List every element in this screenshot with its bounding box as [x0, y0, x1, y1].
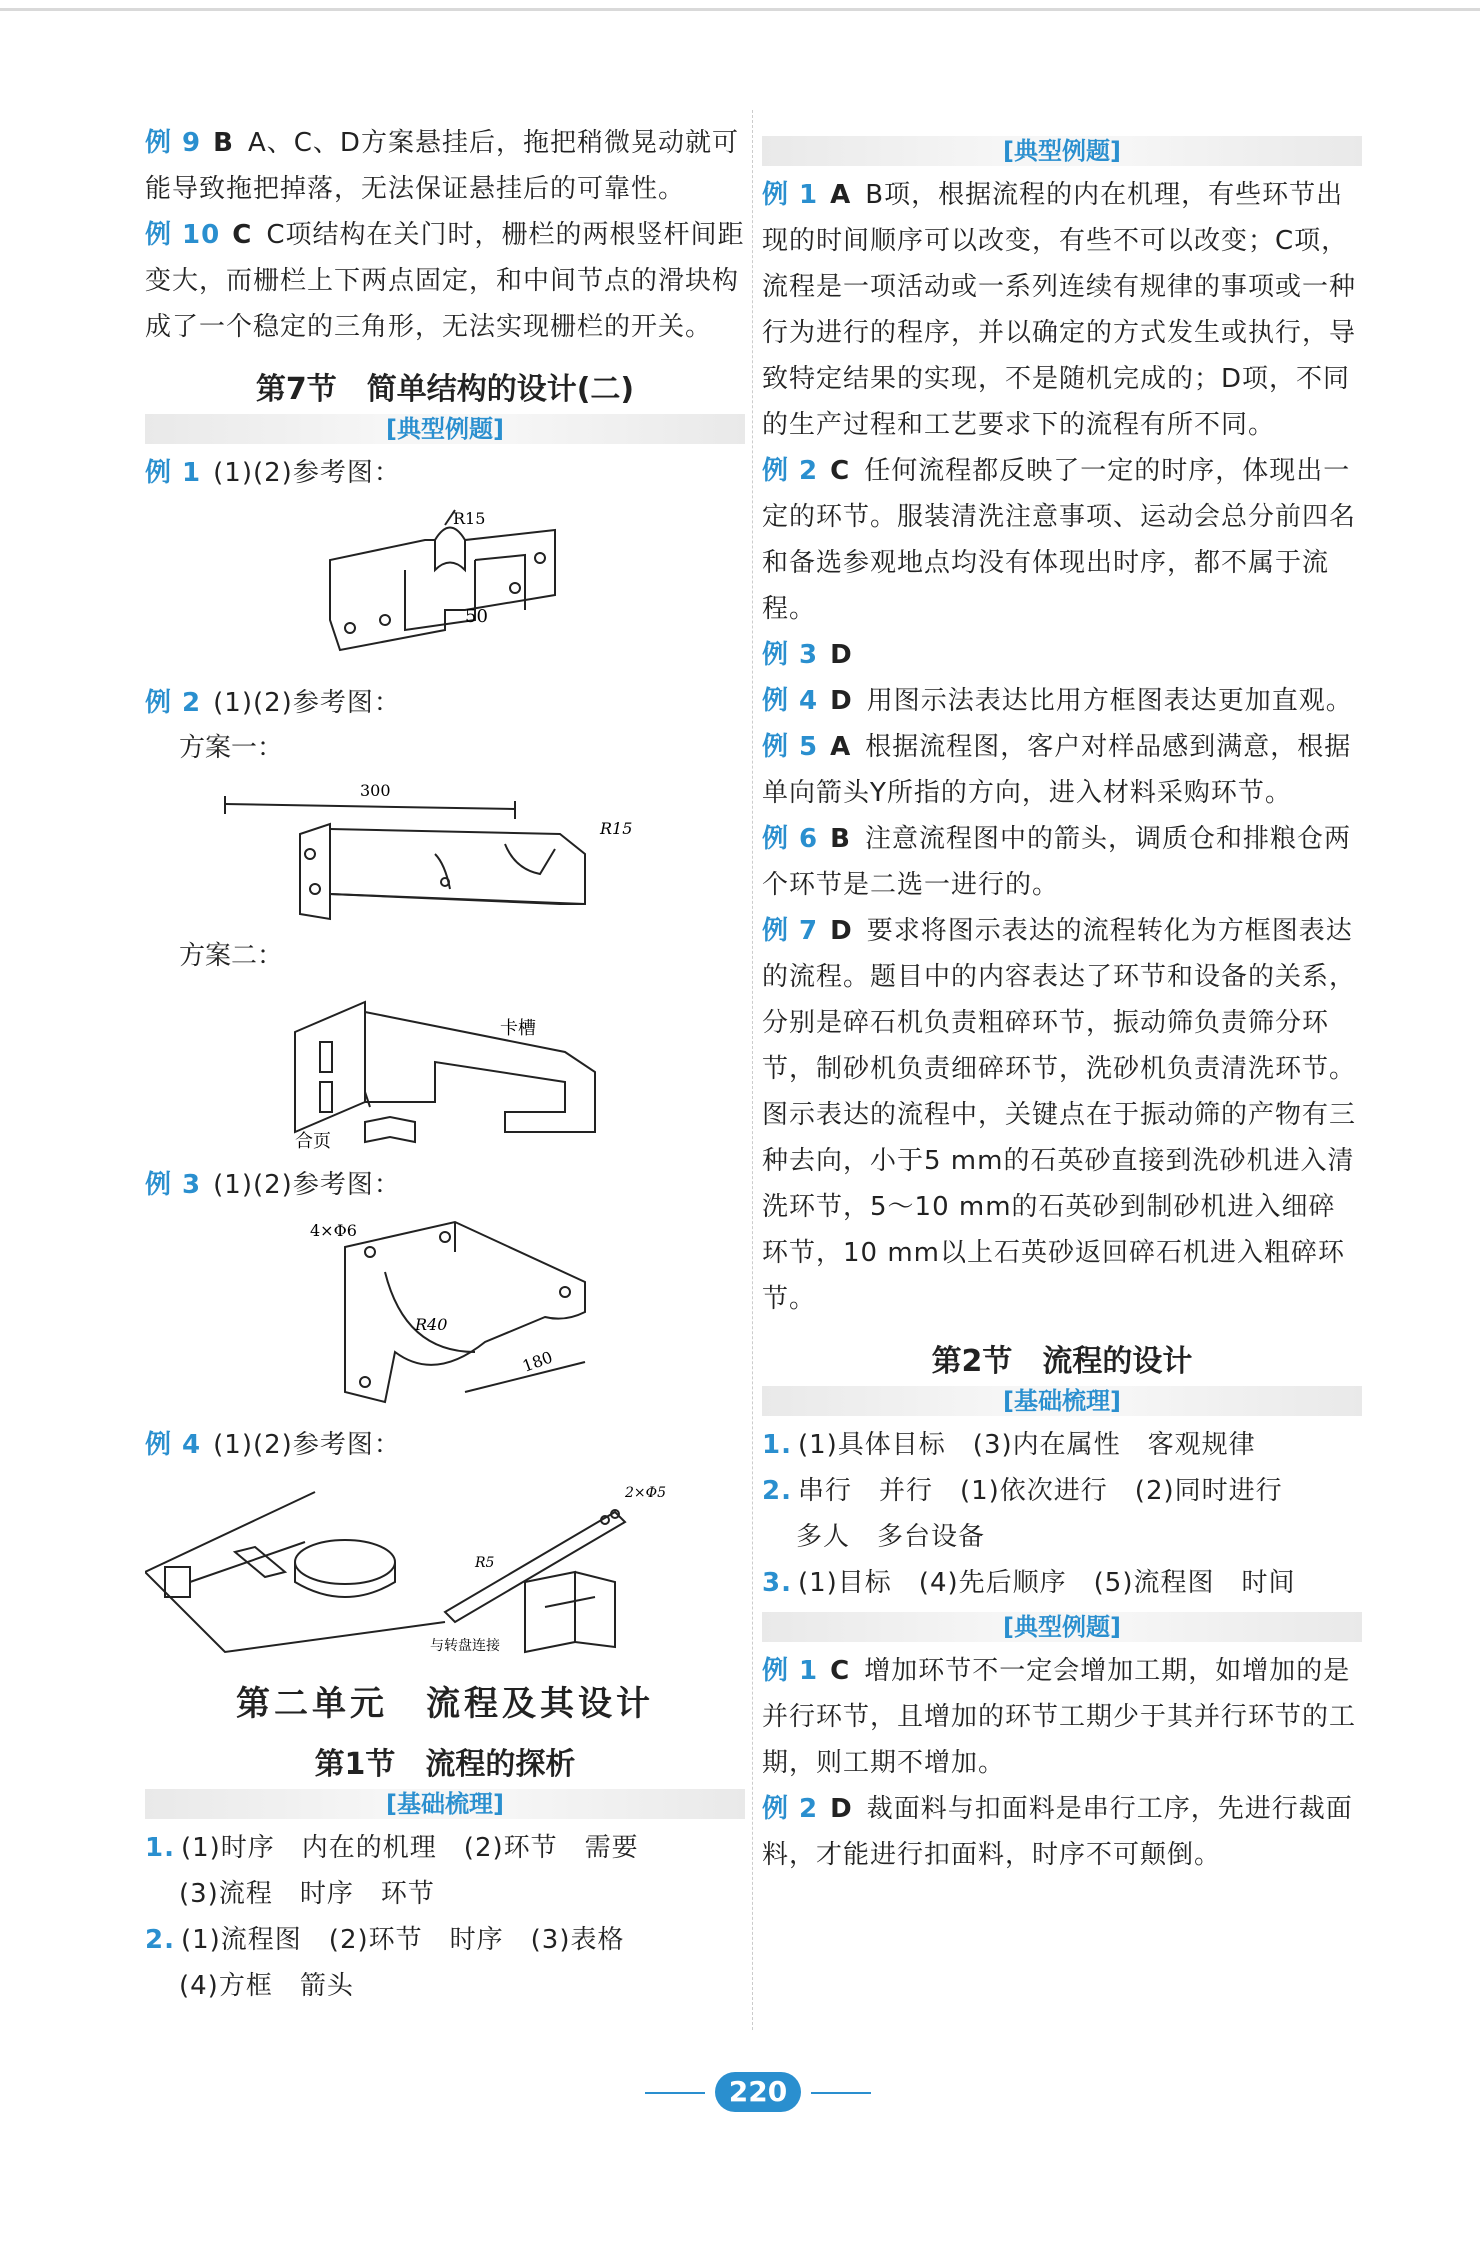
right-example-3: 例 3 D — [762, 640, 853, 670]
fig3-hinge-label: 合页 — [295, 1131, 331, 1152]
figure-bracket-3 — [145, 1212, 745, 1416]
plan-1-label: 方案一： — [179, 733, 284, 763]
example-10: 例 10 C C项结构在关门时，栅栏的两根竖杆间距变大，而栅栏上下两点固定，和中间节点的滑块构成了一个稳定的三角形，无法实现栅栏的开关。 — [145, 220, 745, 342]
figure-plan-1 — [145, 774, 745, 928]
example-3: 例 3 (1)(2)参考图： — [145, 1170, 401, 1200]
example-4: 例 4 (1)(2)参考图： — [145, 1430, 401, 1460]
plan-2-label: 方案二： — [179, 941, 284, 971]
right-basic-item-3: 3. (1)目标 (4)先后顺序 (5)流程图 时间 — [762, 1568, 1296, 1598]
fig1-radius-label: R15 — [453, 509, 486, 528]
example-2: 例 2 (1)(2)参考图： — [145, 688, 401, 718]
right-example-4: 例 4 D 用图示法表达比用方框图表达更加直观。 — [762, 686, 1353, 716]
right-example-1: 例 1 A B项，根据流程的内在机理，有些环节出现的时间顺序可以改变，有些不可以改变；C项，流程是一项活动或一系列连续有规律的事项或一种行为进行的程序，并以确定的方式发生或执行，导致特定结果的实现，不是随机完成的；D项，不同的生产过程和工艺要求下的流程有所不同。 — [762, 180, 1357, 440]
figure-turntable — [145, 1472, 745, 1666]
section-2-title: 第2节 流程的设计 — [931, 1344, 1193, 1379]
unit-2-title: 第二单元 流程及其设计 — [236, 1684, 654, 1724]
section-7-title: 第7节 简单结构的设计(二) — [255, 372, 635, 407]
page-number-line-right — [811, 2092, 871, 2094]
basic-item-2: 2. (1)流程图 (2)环节 时序 (3)表格 — [145, 1925, 625, 1955]
right-example-7: 例 7 D 要求将图示表达的流程转化为方框图表达的流程。题目中的内容表达了环节和设备的关系，分别是碎石机负责粗碎环节，振动筛负责筛分环节，制砂机负责细碎环节，洗砂机负责清洗环节。图示表达的流程中，关键点在于振动筛的产物有三种去向，小于5 mm的石英砂直接到洗砂机进入清洗环节，5～10 mm的石英砂到制砂机进入细碎环节，10 mm以上石英砂返回碎石机进入粗碎环节。 — [762, 916, 1357, 1314]
right-example-2: 例 2 C 任何流程都反映了一定的时序，体现出一定的环节。服装清洗注意事项、运动会总分前四名和备选参观地点均没有体现出时序，都不属于流程。 — [762, 456, 1357, 624]
fig4-holes-label: 4×Φ6 — [310, 1221, 357, 1240]
band-typical-examples: [典型例题] — [145, 414, 745, 444]
right-example-8: 例 1 C 增加环节不一定会增加工期，如增加的是并行环节，且增加的环节工期少于其并行环节的工期，则工期不增加。 — [762, 1656, 1357, 1778]
section-1-title: 第1节 流程的探析 — [314, 1747, 576, 1782]
figure-plan-2 — [145, 982, 745, 1156]
column-divider — [752, 110, 753, 2030]
fig2-radius-label: R15 — [600, 819, 633, 838]
right-example-9: 例 2 D 裁面料与扣面料是串行工序，先进行裁面料，才能进行扣面料，时序不可颠倒。 — [762, 1794, 1353, 1870]
example-1: 例 1 (1)(2)参考图： — [145, 458, 401, 488]
right-column — [762, 130, 1362, 1878]
band-typical-examples-right-2: [典型例题] — [762, 1612, 1362, 1642]
fig5-radius-label: R5 — [475, 1555, 495, 1571]
band-typical-examples-right: [典型例题] — [762, 136, 1362, 166]
page-number: 220 — [715, 2072, 801, 2112]
right-example-5: 例 5 A 根据流程图，客户对样品感到满意，根据单向箭头Y所指的方向，进入材料采购环节。 — [762, 732, 1352, 808]
fig5-connect-label: 与转盘连接 — [430, 1638, 500, 1654]
top-edge-line — [0, 8, 1480, 11]
fig1-width-label: 50 — [465, 606, 488, 627]
figure-bracket-1 — [145, 500, 745, 674]
right-basic-item-2: 2. 串行 并行 (1)依次进行 (2)同时进行 — [762, 1476, 1283, 1506]
left-column — [145, 120, 745, 2009]
fig4-radius-label: R40 — [415, 1315, 448, 1334]
fig2-length-label: 300 — [360, 781, 391, 800]
right-basic-item-1: 1. (1)具体目标 (3)内在属性 客观规律 — [762, 1430, 1256, 1460]
right-basic-item-2-line2: 多人 多台设备 — [796, 1522, 986, 1552]
basic-item-1-line2: (3)流程 时序 环节 — [179, 1879, 435, 1909]
right-example-6: 例 6 B 注意流程图中的箭头，调质仓和排粮仓两个环节是二选一进行的。 — [762, 824, 1351, 900]
fig4-length-label: 180 — [519, 1347, 556, 1376]
example-9: 例 9 B A、C、D方案悬挂后，拖把稍微晃动就可能导致拖把掉落，无法保证悬挂后的可靠性。 — [145, 128, 739, 204]
band-basic-review-right: [基础梳理] — [762, 1386, 1362, 1416]
basic-item-2-line2: (4)方框 箭头 — [179, 1971, 354, 2001]
band-basic-review: [基础梳理] — [145, 1789, 745, 1819]
page-number-line-left — [645, 2092, 705, 2094]
fig5-holes-label: 2×Φ5 — [625, 1485, 667, 1501]
fig3-slot-label: 卡槽 — [500, 1018, 536, 1039]
basic-item-1: 1. (1)时序 内在的机理 (2)环节 需要 — [145, 1833, 639, 1863]
